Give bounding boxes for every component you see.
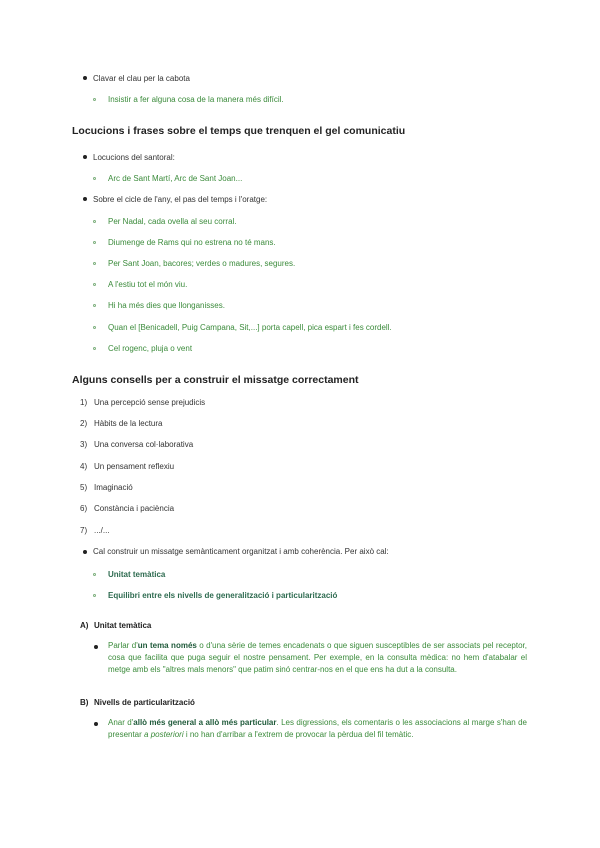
list-number: 6) (80, 504, 88, 513)
sub-list-item: Arc de Sant Martí, Arc de Sant Joan... (108, 174, 243, 183)
bullet-icon (83, 155, 87, 159)
list-number: 2) (80, 419, 88, 428)
sub-list-item: Unitat temàtica (108, 570, 166, 579)
subsection-title: Nivells de particularització (94, 698, 195, 707)
bullet-icon (83, 550, 87, 554)
paragraph: Anar d'allò més general a allò més particular. Les digressions, els comentaris o les associacions al marge s'han de presentar a posteriori i no han d'arribar a l'extrem de provocar la pèrdua del fil temàtic. (108, 718, 527, 739)
sub-bullet-icon (93, 177, 96, 180)
sub-bullet-icon (93, 98, 96, 101)
sub-list-item: Cel rogenc, pluja o vent (108, 344, 193, 353)
numbered-item: Imaginació (94, 483, 133, 492)
list-item: Clavar el clau per la cabota (93, 74, 190, 83)
list-item: Locucions del santoral: (93, 153, 175, 162)
sub-bullet-icon (93, 220, 96, 223)
subsection-title: Unitat temàtica (94, 621, 152, 630)
list-item: Cal construir un missatge semànticament organitzat i amb coherència. Per això cal: (93, 547, 389, 556)
sub-list-item: Quan el [Benicadell, Puig Campana, Sit,...] porta capell, pica espart i fes cordell. (108, 323, 392, 332)
subsection-label: A) (80, 621, 89, 630)
numbered-item: .../... (94, 526, 110, 535)
numbered-item: Una conversa col·laborativa (94, 440, 194, 449)
numbered-item: Un pensament reflexiu (94, 462, 175, 471)
sub-bullet-icon (93, 347, 96, 350)
list-number: 1) (80, 398, 88, 407)
bullet-icon (94, 645, 98, 649)
sub-bullet-icon (93, 573, 96, 576)
sub-list-item: Equilibri entre els nivells de generalització i particularització (108, 591, 338, 600)
list-number: 5) (80, 483, 88, 492)
sub-bullet-icon (93, 326, 96, 329)
subsection-label: B) (80, 698, 89, 707)
numbered-item: Constància i paciència (94, 504, 175, 513)
list-number: 3) (80, 440, 88, 449)
section-heading: Locucions i frases sobre el temps que trenquen el gel comunicatiu (72, 125, 406, 137)
list-number: 7) (80, 526, 88, 535)
section-heading: Alguns consells per a construir el missatge correctament (72, 374, 359, 386)
paragraph: Parlar d'un tema només o d'una sèrie de temes encadenats o que siguen susceptibles de ser associats pel receptor, cosa que facilita que puga seguir el nostre pensament. Per exemple, en la consulta mèdica: no hem d'atabalar el metge amb els "altres mals menors" que patim sinó centrar-nos en el que ens ha dut a la consulta. (108, 641, 527, 674)
list-item: Sobre el cicle de l'any, el pas del temps i l'oratge: (93, 195, 268, 204)
sub-list-item: Hi ha més dies que llonganisses. (108, 301, 225, 310)
list-number: 4) (80, 462, 88, 471)
numbered-item: Hàbits de la lectura (94, 419, 163, 428)
bullet-icon (83, 76, 87, 80)
sub-list-item: Insistir a fer alguna cosa de la manera més difícil. (108, 95, 284, 104)
sub-bullet-icon (93, 594, 96, 597)
sub-list-item: Per Sant Joan, bacores; verdes o madures, segures. (108, 259, 296, 268)
sub-bullet-icon (93, 283, 96, 286)
sub-bullet-icon (93, 262, 96, 265)
bullet-icon (83, 197, 87, 201)
sub-list-item: Per Nadal, cada ovella al seu corral. (108, 217, 237, 226)
bullet-icon (94, 722, 98, 726)
sub-bullet-icon (93, 304, 96, 307)
numbered-item: Una percepció sense prejudicis (94, 398, 206, 407)
sub-bullet-icon (93, 241, 96, 244)
sub-list-item: Diumenge de Rams qui no estrena no té mans. (108, 238, 276, 247)
sub-list-item: A l'estiu tot el món viu. (108, 280, 188, 289)
